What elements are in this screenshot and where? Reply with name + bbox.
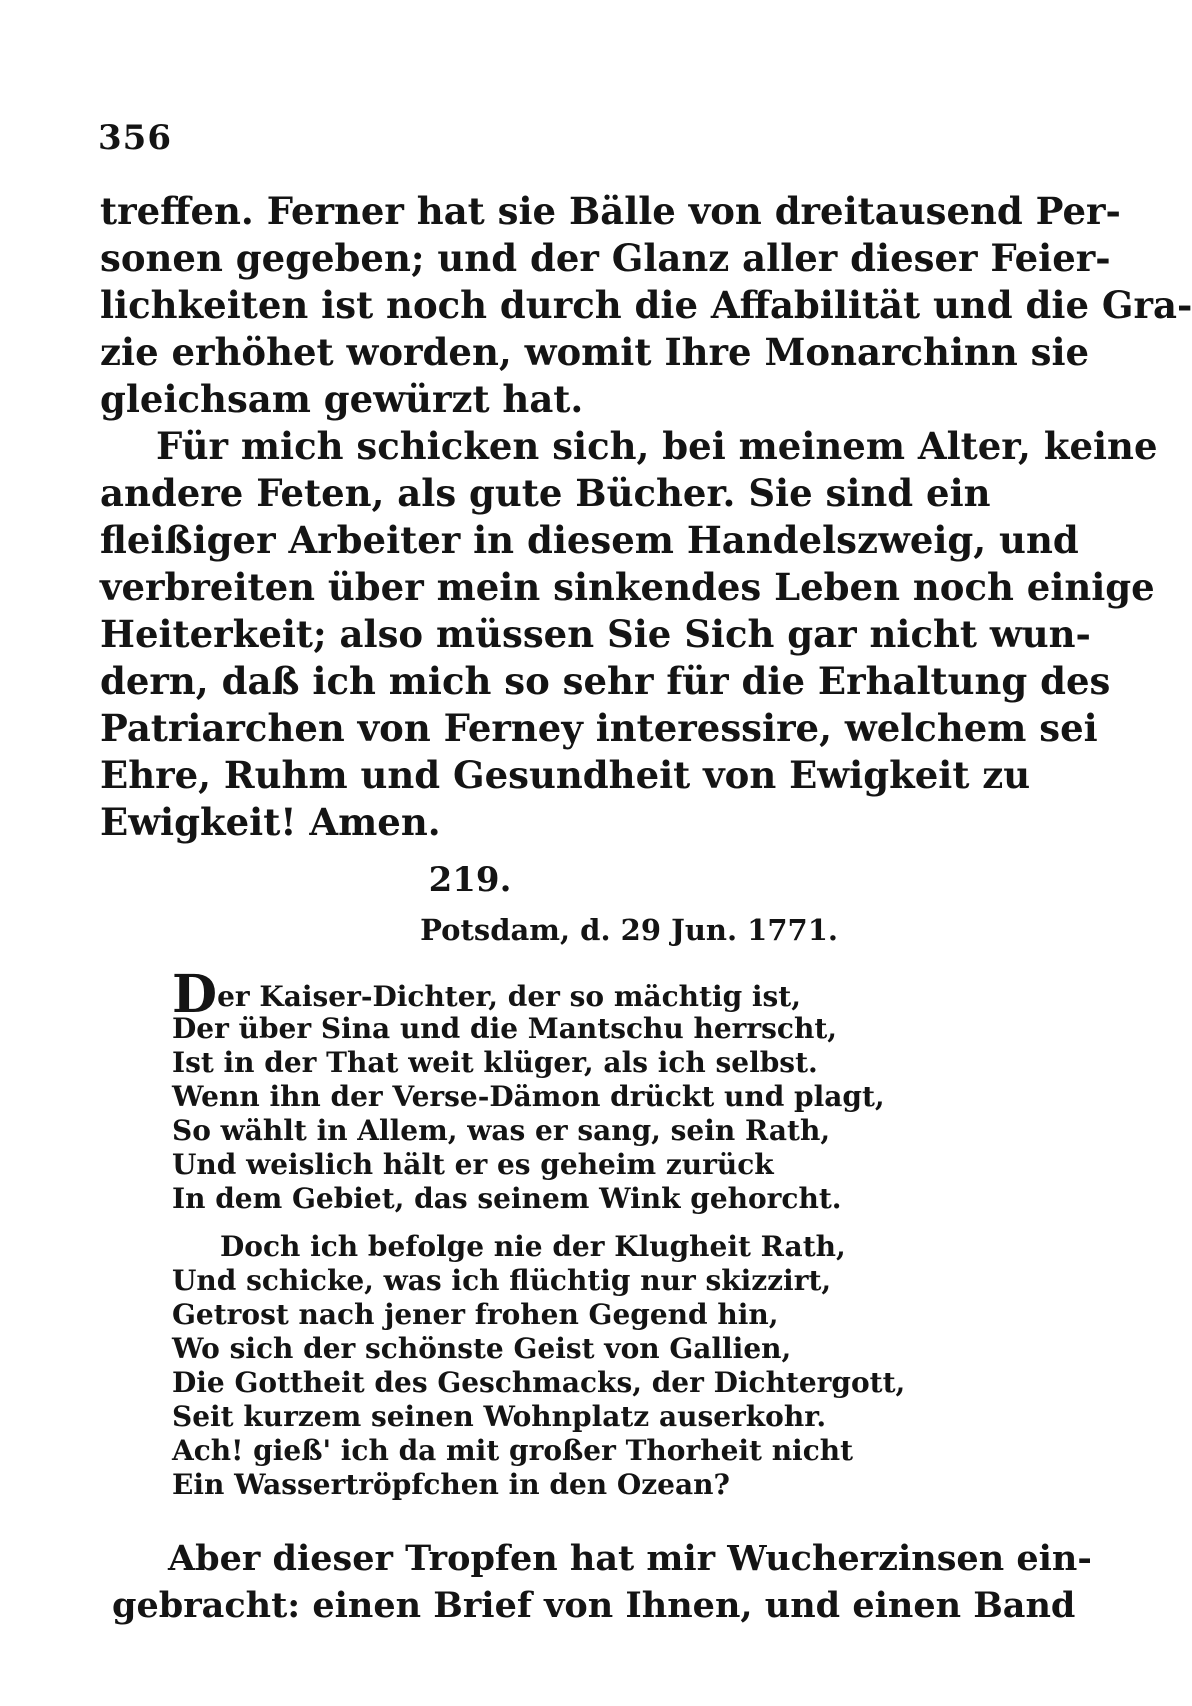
text-line: Aber dieser Tropfen hat mir Wucherzinsen ein-	[168, 1538, 1092, 1579]
poem-line: Doch ich befolge nie der Klugheit Rath,	[220, 1230, 846, 1263]
poem-stanza-1	[172, 964, 885, 1216]
poem-line: Seit kurzem seinen Wohnplatz auserkohr.	[172, 1400, 827, 1433]
text-line: dern, daß ich mich so sehr für die Erhaltung des	[100, 659, 1111, 703]
poem-line: Wo sich der schönste Geist von Gallien,	[172, 1332, 792, 1365]
poem-line: Getrost nach jener frohen Gegend hin,	[172, 1298, 779, 1331]
text-line: Ewigkeit! Amen.	[100, 800, 441, 844]
letter-number: 219.	[428, 860, 512, 900]
text-line: Für mich schicken sich, bei meinem Alter, keine	[156, 424, 1158, 468]
drop-cap: D	[172, 964, 218, 1025]
poem-line: In dem Gebiet, das seinem Wink gehorcht.	[172, 1182, 842, 1215]
text-line: Ehre, Ruhm und Gesundheit von Ewigkeit zu	[100, 753, 1031, 797]
text-line: sonen gegeben; und der Glanz aller dieser Feier-	[100, 236, 1111, 280]
closing-paragraph	[112, 1535, 1092, 1629]
text-line: andere Feten, als gute Bücher. Sie sind ein	[100, 471, 991, 515]
dateline: Potsdam, d. 29 Jun. 1771.	[420, 913, 838, 947]
poem-line: Wenn ihn der Verse-Dämon drückt und plagt,	[172, 1080, 885, 1113]
text-line: Patriarchen von Ferney interessire, welchem sei	[100, 706, 1098, 750]
poem-line: Der über Sina und die Mantschu herrscht,	[172, 1012, 837, 1045]
text-line: lichkeiten ist noch durch die Affabilität und die Gra-	[100, 283, 1192, 327]
poem-line: Ist in der That weit klüger, als ich selbst.	[172, 1046, 818, 1079]
poem-line: Ein Wassertröpfchen in den Ozean?	[172, 1468, 730, 1501]
text-line: Heiterkeit; also müssen Sie Sich gar nicht wun-	[100, 612, 1091, 656]
poem-line: Ach! gieß' ich da mit großer Thorheit nicht	[172, 1434, 854, 1467]
page-number: 356	[98, 118, 172, 158]
text-line: verbreiten über mein sinkendes Leben noch einige	[100, 565, 1155, 609]
poem-line	[172, 964, 852, 1025]
text-line: zie erhöhet worden, womit Ihre Monarchinn sie	[100, 330, 1090, 374]
poem-stanza-2	[172, 1230, 906, 1502]
poem-line-text: er Kaiser-Dichter, der so mächtig ist,	[217, 980, 801, 1013]
text-line: fleißiger Arbeiter in diesem Handelszweig, und	[100, 518, 1079, 562]
text-line: treffen. Ferner hat sie Bälle von dreitausend Per-	[100, 189, 1121, 233]
paragraph-continuation	[100, 188, 1192, 423]
poem-line: So wählt in Allem, was er sang, sein Rath,	[172, 1114, 831, 1147]
text-line: gebracht: einen Brief von Ihnen, und einen Band	[112, 1585, 1076, 1626]
text-line: gleichsam gewürzt hat.	[100, 377, 584, 421]
poem-line: Und weislich hält er es geheim zurück	[172, 1148, 774, 1181]
paragraph-ferney	[100, 423, 1158, 846]
poem-line: Und schicke, was ich flüchtig nur skizzirt,	[172, 1264, 832, 1297]
poem-line: Die Gottheit des Geschmacks, der Dichtergott,	[172, 1366, 906, 1399]
